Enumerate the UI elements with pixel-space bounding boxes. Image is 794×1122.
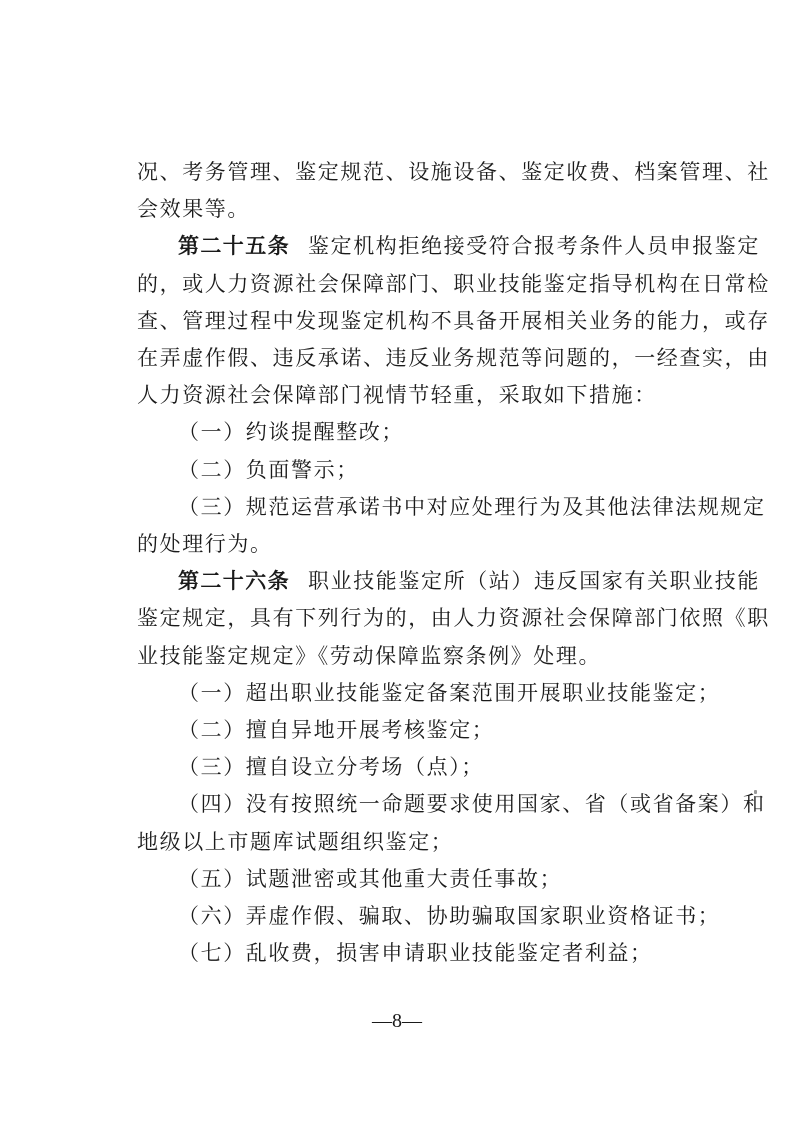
body-line: 鉴定规定，具有下列行为的，由人力资源社会保障部门依照《职 <box>137 606 770 631</box>
body-line: 查、管理过程中发现鉴定机构不具备开展相关业务的能力，或存 <box>137 308 770 333</box>
body-line: 的，或人力资源社会保障部门、职业技能鉴定指导机构在日常检 <box>137 271 770 296</box>
list-item: （四）没有按照统一命题要求使用国家、省（或省备案）和 <box>178 792 766 817</box>
list-item: （六）弄虚作假、骗取、协助骗取国家职业资格证书； <box>178 904 721 928</box>
article-26-text: 职业技能鉴定所（站）违反国家有关职业技能 <box>308 569 760 594</box>
article-26-heading: 第二十六条 <box>178 569 290 594</box>
list-item: （三）擅自设立分考场（点）； <box>178 755 484 780</box>
list-item: （一）超出职业技能鉴定备案范围开展职业技能鉴定； <box>178 680 721 705</box>
list-item: （二）负面警示； <box>178 457 359 482</box>
body-line: 会效果等。 <box>137 197 250 222</box>
body-line: 人力资源社会保障部门视情节轻重，采取如下措施： <box>137 383 657 408</box>
list-item: （三）规范运营承诺书中对应处理行为及其他法律法规规定 <box>178 494 766 519</box>
list-item: （五）试题泄密或其他重大责任事故； <box>178 866 563 891</box>
article-26-first-line <box>178 566 794 596</box>
article-25-text: 鉴定机构拒绝接受符合报考条件人员申报鉴定 <box>308 234 760 259</box>
list-item: （七）乱收费，损害申请职业技能鉴定者利益； <box>178 941 653 966</box>
article-25-first-line <box>178 231 794 261</box>
page-number: —8— <box>372 1010 422 1032</box>
body-line: 在弄虚作假、违反承诺、违反业务规范等问题的，一经查实，由 <box>137 346 770 370</box>
article-25-heading: 第二十五条 <box>178 234 290 259</box>
body-line: 况、考务管理、鉴定规范、设施设备、鉴定收费、档案管理、社 <box>137 160 770 184</box>
list-item-continuation: 地级以上市题库试题组织鉴定； <box>137 829 454 854</box>
list-item-continuation: 的处理行为。 <box>137 532 273 556</box>
list-item: （二）擅自异地开展考核鉴定； <box>178 718 495 742</box>
body-line: 业技能鉴定规定》《劳动保障监察条例》处理。 <box>137 643 602 668</box>
list-item: （一）约谈提醒整改； <box>178 420 404 445</box>
